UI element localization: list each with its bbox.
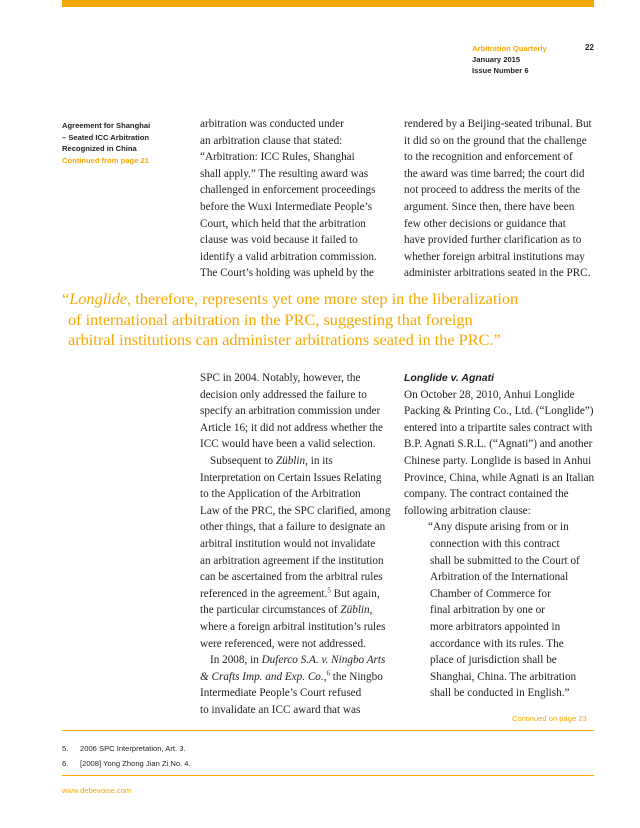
- text-line: shall apply.” The resulting award was: [200, 167, 369, 180]
- text-line: On October 28, 2010, Anhui Longlide: [404, 388, 575, 401]
- column-1-bottom: [200, 370, 390, 718]
- text-line: arbitration was conducted under: [200, 118, 344, 130]
- case-name: Duferco S.A. v. Ningbo Arts: [261, 654, 386, 667]
- top-accent-bar: [62, 0, 594, 7]
- article-title-line: Recognized in China: [62, 144, 137, 153]
- text-line: referenced in the agreement.$^5$ But again,: [200, 585, 380, 600]
- case-name: Longlide: [69, 289, 128, 308]
- text-line: other things, that a failure to designate an: [200, 521, 386, 534]
- text-line: an arbitration agreement if the institution: [200, 554, 384, 567]
- text-line: following arbitration clause:: [404, 504, 531, 517]
- continued-on-link[interactable]: Continued on page 23: [512, 714, 587, 723]
- text-line: administer arbitrations seated in the PRC.: [404, 267, 591, 280]
- text-line: company. The contract contained the: [404, 488, 569, 501]
- text-line: & Crafts Imp. and Exp. Co.,$^6$ the Ningbo: [200, 668, 383, 683]
- section-subheading: Longlide v. Agnati: [404, 372, 495, 384]
- text-line: decision only addressed the failure to: [200, 388, 367, 401]
- text-line: SPC in 2004. Notably, however, the: [200, 372, 361, 384]
- text-line: Interpretation on Certain Issues Relating: [200, 471, 382, 484]
- footnote-number: 6.: [62, 759, 69, 768]
- column-2-top: [404, 116, 592, 282]
- article-title-line: Agreement for Shanghai: [62, 121, 151, 130]
- text-line: Intermediate People’s Court refused: [200, 687, 362, 700]
- text-line: argument. Since then, there have been: [404, 200, 575, 213]
- text-line: the award was time barred; the court did: [404, 167, 585, 180]
- case-name: Züblin: [340, 604, 370, 617]
- text-line: B.P. Agnati S.R.L. (“Agnati”) and another: [404, 438, 593, 451]
- text-line: clause was void because it failed to: [200, 234, 358, 247]
- publication-name: Arbitration Quarterly: [472, 44, 547, 53]
- text-line: The Court’s holding was upheld by the: [200, 267, 375, 280]
- text-line: it did so on the ground that the challenge: [404, 134, 587, 147]
- quote-line: final arbitration by one or: [430, 604, 545, 617]
- text-line: entered into a tripartite sales contract with: [404, 421, 593, 434]
- text-line: specify an arbitration commission under: [200, 405, 381, 418]
- quote-line: accordance with its rules. The: [430, 637, 564, 650]
- quote-line: connection with this contract: [430, 537, 560, 550]
- text-line: have provided further clarification as to: [404, 234, 582, 247]
- page-number: 22: [585, 43, 594, 52]
- quote-line: Chamber of Commerce for: [430, 587, 551, 600]
- quote-line: “Any dispute arising from or in: [428, 521, 569, 534]
- text-line: Article 16; it did not address whether the: [200, 421, 383, 434]
- issue-date: January 2015: [472, 55, 521, 64]
- quote-line: Shanghai, China. The arbitration: [430, 670, 577, 683]
- text-line: few other decisions or guidance that: [404, 217, 566, 230]
- column-2-bottom: [404, 370, 594, 702]
- article-title-line: – Seated ICC Arbitration: [62, 132, 150, 142]
- text-line: can be ascertained from the arbitral rules: [200, 571, 383, 584]
- column-1-top: [200, 116, 377, 282]
- pull-quote-line: “Longlide, therefore, represents yet one more step in the liberalization: [62, 289, 519, 308]
- text-line: identify a valid arbitration commission.: [200, 250, 377, 263]
- continued-from-link[interactable]: Continued from page 21: [62, 155, 149, 165]
- pull-quote-line: arbitral institutions can administer arbitrations seated in the PRC.”: [68, 330, 501, 349]
- text-line: to the recognition and enforcement of: [404, 151, 573, 164]
- text-line: were referenced, were not addressed.: [200, 637, 366, 650]
- quote-line: place of jurisdiction shall be: [430, 654, 557, 667]
- text-line: challenged in enforcement proceedings: [200, 184, 376, 197]
- text-line: “Arbitration: ICC Rules, Shanghai: [200, 151, 355, 164]
- text-line: the particular circumstances of Züblin,: [200, 604, 373, 617]
- issue-number: Issue Number 6: [472, 66, 529, 75]
- footnote: [62, 759, 191, 768]
- text-line: whether foreign arbitral institutions may: [404, 250, 585, 263]
- text-line: ICC would have been a valid selection.: [200, 438, 376, 451]
- masthead: [472, 43, 547, 76]
- footnote-text: 2006 SPC Interpretation, Art. 3.: [80, 744, 186, 753]
- text-line: where a foreign arbitral institution’s rules: [200, 620, 386, 633]
- pull-quote-line: of international arbitration in the PRC, suggesting that foreign: [68, 309, 473, 329]
- text-line: to the Application of the Arbitration: [200, 488, 361, 501]
- footnote-divider: [62, 730, 594, 731]
- pull-quote: [62, 289, 622, 351]
- text-line: not proceed to address the merits of the: [404, 184, 581, 197]
- text-line: to invalidate an ICC award that was: [200, 703, 361, 716]
- footnote: [62, 744, 186, 753]
- footer-divider: [62, 775, 594, 776]
- text-line: Packing & Printing Co., Ltd. (“Longlide”): [404, 405, 594, 418]
- text-line: rendered by a Beijing-seated tribunal. But: [404, 118, 592, 130]
- text-line: Subsequent to Züblin, in its: [210, 454, 333, 467]
- text-line: an arbitration clause that stated:: [200, 134, 343, 147]
- footnote-ref[interactable]: 5: [327, 585, 331, 594]
- text-line: Province, China, while Agnati is an Italian: [404, 471, 595, 484]
- quote-line: shall be submitted to the Court of: [430, 554, 580, 567]
- text-line: Chinese party. Longlide is based in Anhui: [404, 454, 592, 467]
- footnote-number: 5.: [62, 744, 69, 753]
- footnote-text: [2008] Yong Zhong Jian Zi No. 4.: [80, 759, 191, 768]
- article-sidebar: [62, 120, 182, 166]
- footnote-ref[interactable]: 6: [326, 668, 330, 677]
- text-line: Court, which held that the arbitration: [200, 217, 366, 230]
- text-line: before the Wuxi Intermediate People’s: [200, 200, 373, 213]
- case-name: & Crafts Imp. and Exp. Co.: [200, 670, 324, 683]
- case-name: Züblin: [275, 454, 306, 467]
- quote-line: more arbitrators appointed in: [430, 620, 561, 633]
- website-link[interactable]: www.debevoise.com: [62, 786, 132, 795]
- quote-line: Arbitration of the International: [430, 571, 569, 584]
- text-line: arbitral institution would not invalidate: [200, 537, 376, 550]
- text-line: In 2008, in Duferco S.A. v. Ningbo Arts: [210, 654, 386, 667]
- text-line: Law of the PRC, the SPC clarified, among: [200, 504, 391, 517]
- quote-line: shall be conducted in English.”: [430, 687, 570, 700]
